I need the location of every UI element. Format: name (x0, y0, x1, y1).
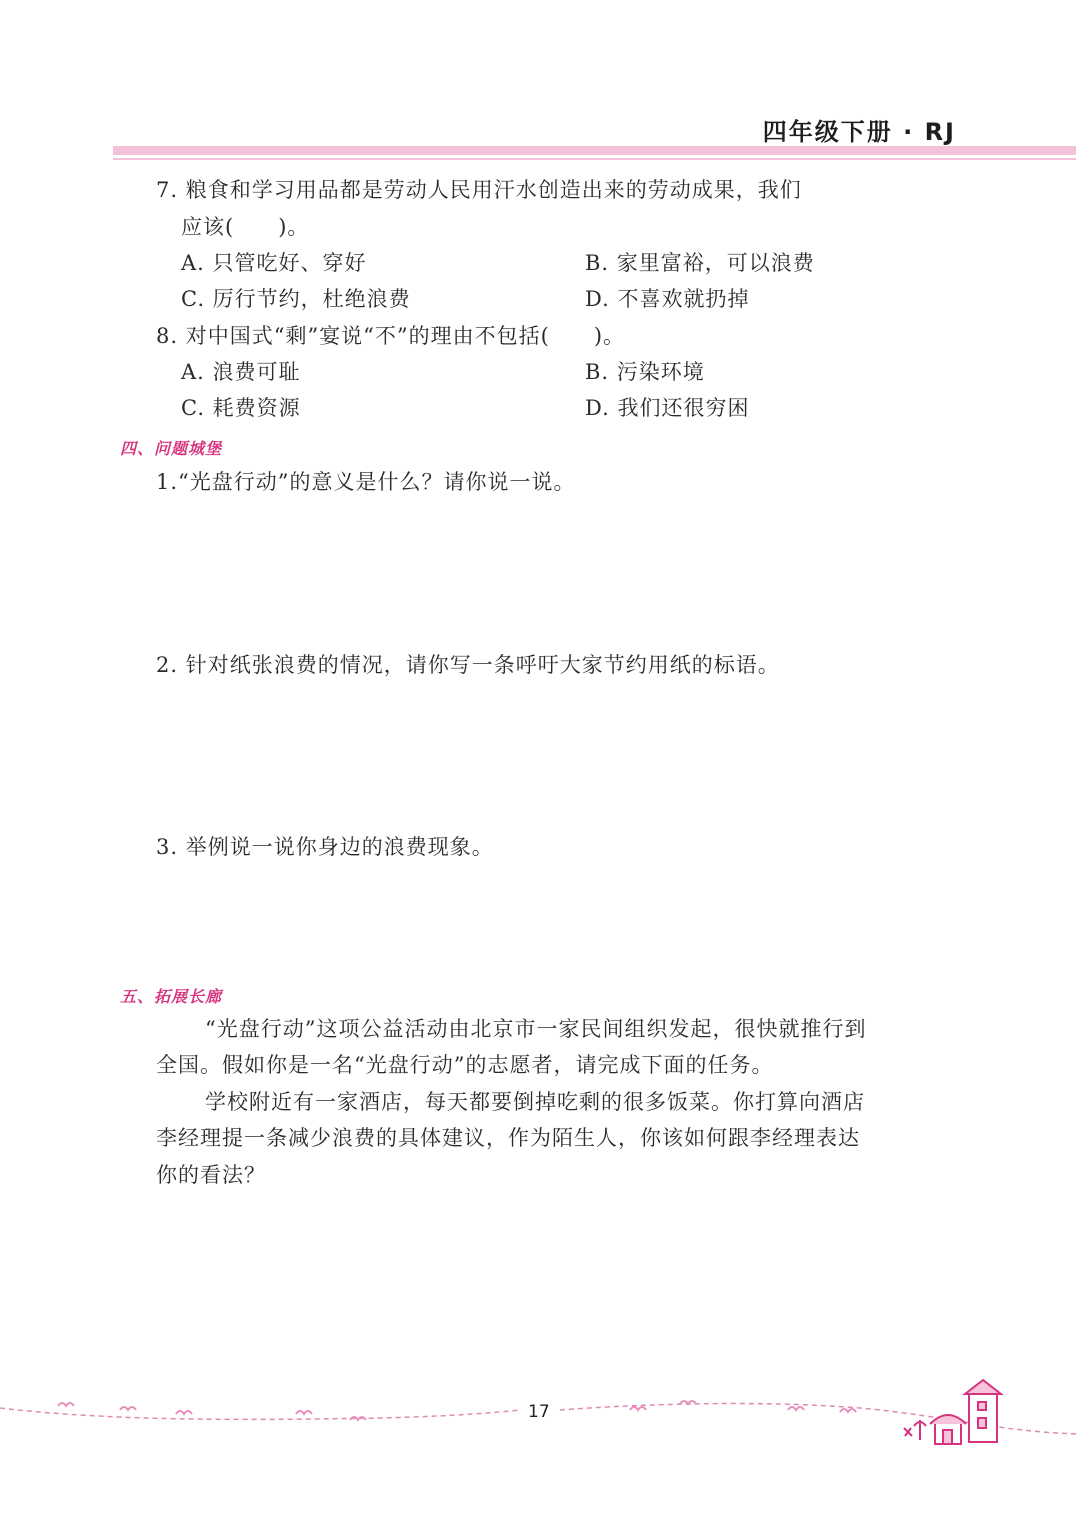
section-5-paragraph-1-line-1: “光盘行动”这项公益活动由北京市一家民间组织发起，很快就推行到 (205, 1017, 867, 1041)
question-7-line-1: 7. 粮食和学习用品都是劳动人民用汗水创造出来的劳动成果，我们 (156, 178, 802, 202)
question-7-option-d: D. 不喜欢就扔掉 (585, 287, 750, 311)
question-8-option-b: B. 污染环境 (585, 360, 705, 384)
question-8-option-a: A. 浪费可耻 (181, 360, 301, 384)
section-4-question-2: 2. 针对纸张浪费的情况，请你写一条呼吁大家节约用纸的标语。 (156, 653, 780, 677)
page-header-title: 四年级下册 · RJ (762, 118, 956, 146)
question-8-option-d: D. 我们还很穷困 (585, 396, 750, 420)
section-4-question-1: 1.“光盘行动”的意义是什么？请你说一说。 (156, 470, 576, 494)
question-7-option-c: C. 厉行节约，杜绝浪费 (181, 287, 411, 311)
section-5-paragraph-2-line-1: 学校附近有一家酒店，每天都要倒掉吃剩的很多饭菜。你打算向酒店 (205, 1090, 865, 1114)
section-5-paragraph-1-line-2: 全国。假如你是一名“光盘行动”的志愿者，请完成下面的任务。 (156, 1053, 774, 1077)
castle-icon (904, 1380, 1001, 1444)
section-4-title: 四、问题城堡 (120, 439, 223, 458)
section-5-paragraph-2-line-2: 李经理提一条减少浪费的具体建议，作为陌生人，你该如何跟李经理表达 (156, 1126, 860, 1150)
section-5-paragraph-2-line-3: 你的看法？ (156, 1163, 266, 1187)
header-rule-thin (113, 158, 1076, 160)
question-7-line-2: 应该( )。 (181, 215, 310, 239)
page-number: 17 (528, 1402, 550, 1422)
question-8-option-c: C. 耗费资源 (181, 396, 301, 420)
question-7-option-a: A. 只管吃好、穿好 (181, 251, 367, 275)
section-5-title: 五、拓展长廊 (120, 987, 223, 1006)
section-4-question-3: 3. 举例说一说你身边的浪费现象。 (156, 835, 494, 859)
question-8-stem: 8. 对中国式“剩”宴说“不”的理由不包括( )。 (156, 324, 626, 348)
header-rule (113, 146, 1076, 155)
question-7-option-b: B. 家里富裕，可以浪费 (585, 251, 815, 275)
